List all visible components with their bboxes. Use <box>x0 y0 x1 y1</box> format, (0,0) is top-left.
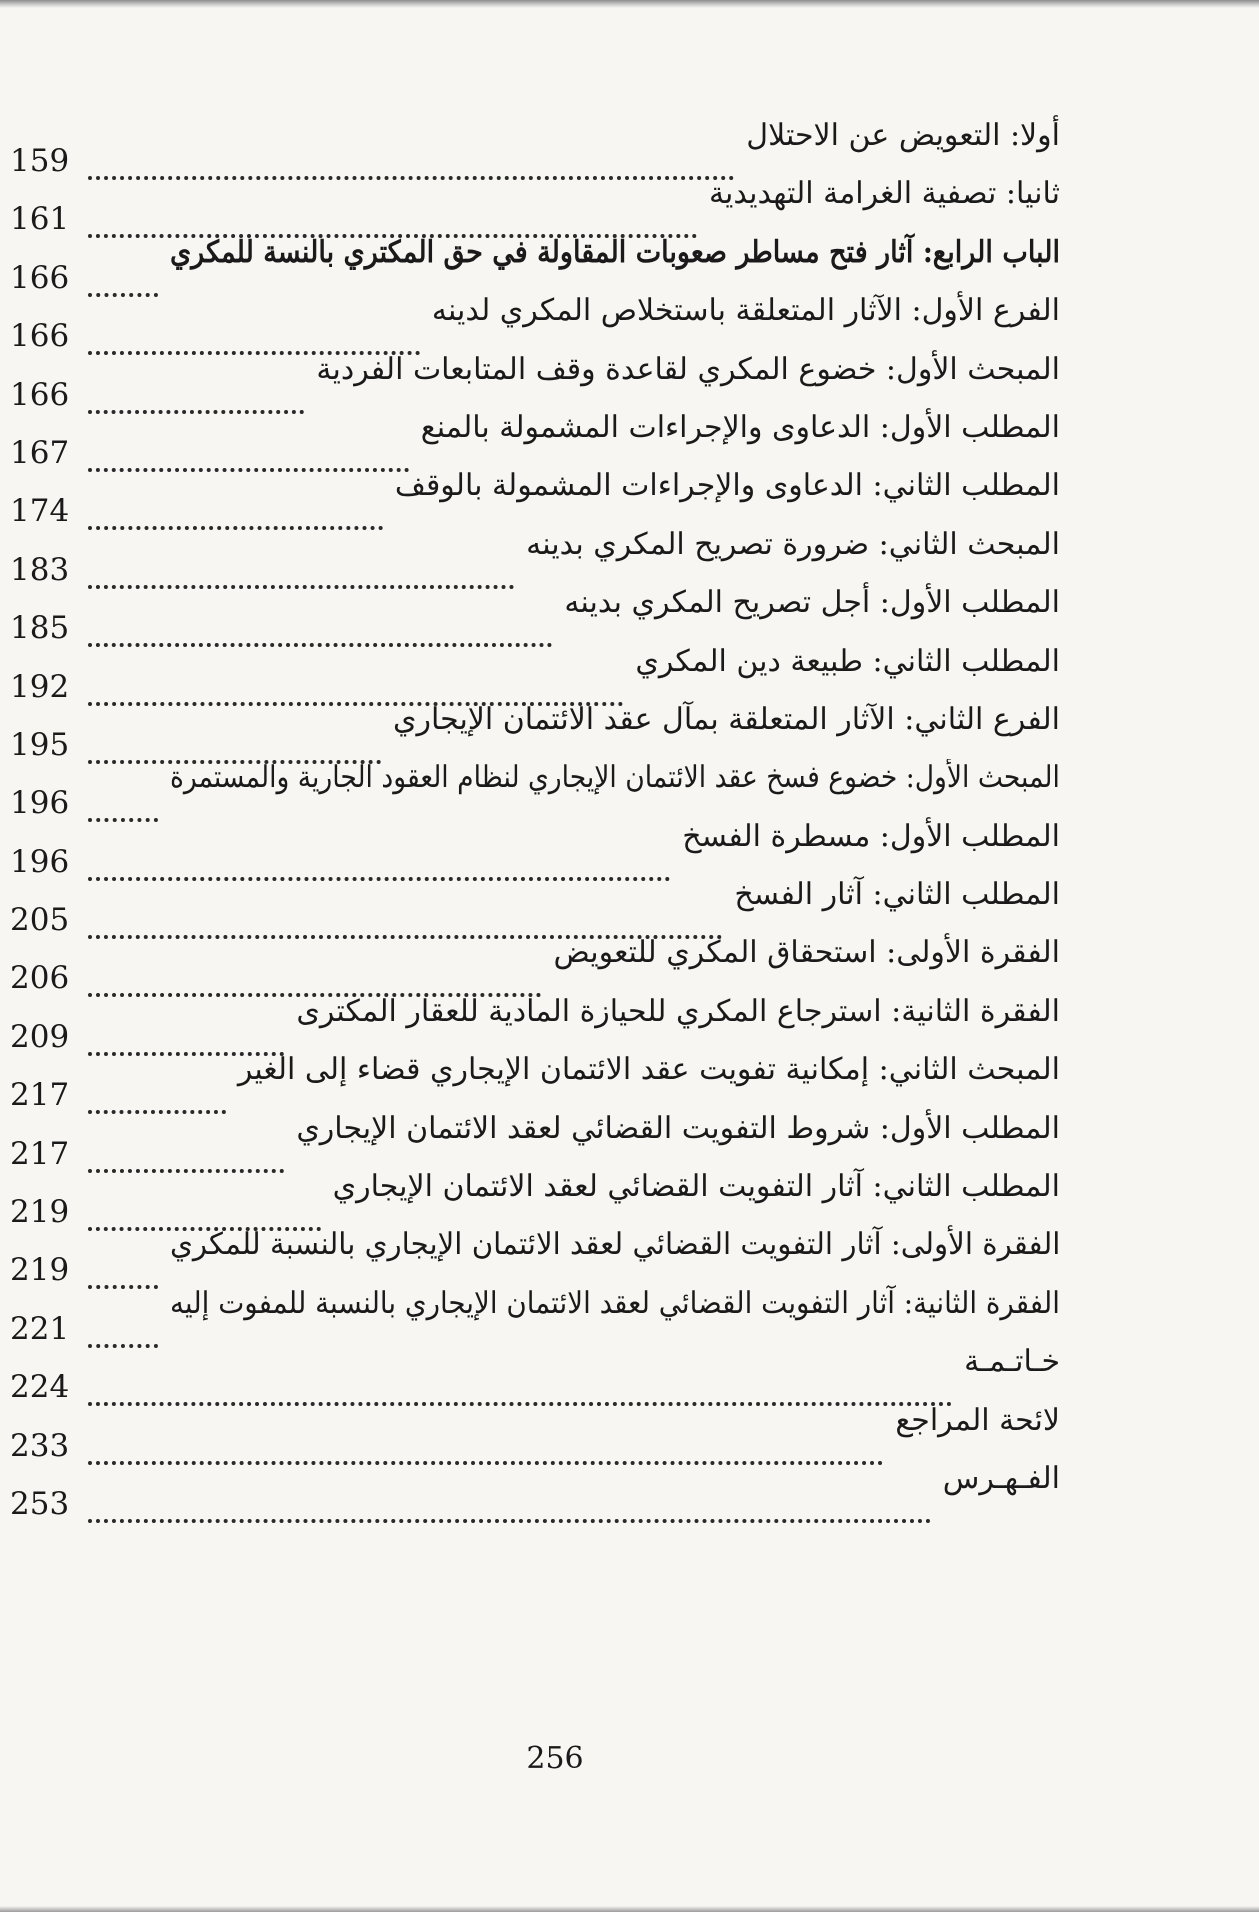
toc-entry-page: 224 <box>10 1369 70 1406</box>
toc-entry-title: المبحث الثاني: إمكانية تفويت عقد الائتمان الإيجاري قضاء إلى الغير <box>237 1052 1060 1088</box>
toc-entry <box>10 351 1060 413</box>
toc-entry-page: 161 <box>10 201 70 238</box>
toc-entry <box>10 234 1060 296</box>
toc-entry-title: ثانيا: تصفية الغرامة التهديدية <box>708 176 1060 212</box>
toc-entry <box>10 1169 1060 1231</box>
toc-entry <box>10 1402 1060 1464</box>
table-of-contents <box>10 118 1060 1522</box>
toc-entry-page: 196 <box>10 843 70 880</box>
toc-entry-title: الفـهـرس <box>942 1460 1060 1496</box>
toc-entry-title: الباب الرابع: آثار فتح مساطر صعوبات المقاولة في حق المكتري بالنسة للمكري <box>170 234 1060 270</box>
toc-entry-title: المطلب الثاني: طبيعة دين المكري <box>635 643 1060 679</box>
toc-entry <box>10 468 1060 530</box>
toc-entry <box>10 701 1060 763</box>
toc-entry-title: الفقرة الأولى: آثار التفويت القضائي لعقد الائتمان الإيجاري بالنسبة للمكري <box>169 1227 1060 1263</box>
toc-dot-leader <box>88 1499 931 1523</box>
toc-entry-title: المبحث الأول: خضوع فسخ عقد الائتمان الإيجاري لنظام العقود الجارية والمستمرة <box>170 760 1060 796</box>
toc-entry-page: 192 <box>10 668 70 705</box>
toc-entry-title: الفقرة الثانية: آثار التفويت القضائي لعقد الائتمان الإيجاري بالنسبة للمفوت إليه <box>170 1285 1060 1321</box>
toc-entry <box>10 409 1060 471</box>
toc-entry-page: 206 <box>10 960 70 997</box>
toc-entry-page: 196 <box>10 785 70 822</box>
toc-entry-page: 183 <box>10 551 70 588</box>
toc-entry-page: 209 <box>10 1018 70 1055</box>
toc-entry-page: 253 <box>10 1485 70 1522</box>
toc-entry <box>10 760 1060 822</box>
toc-entry <box>10 993 1060 1055</box>
toc-entry <box>10 585 1060 647</box>
page-top-edge <box>0 0 1259 8</box>
toc-entry-title: أولا: التعويض عن الاحتلال <box>746 118 1060 153</box>
toc-entry-title: المطلب الثاني: آثار الفسخ <box>734 877 1060 913</box>
toc-entry <box>10 293 1060 355</box>
toc-entry-page: 205 <box>10 902 70 939</box>
toc-entry-page: 233 <box>10 1427 70 1464</box>
toc-entry-page: 217 <box>10 1077 70 1114</box>
toc-entry <box>10 1344 1060 1406</box>
toc-entry-page: 221 <box>10 1310 70 1347</box>
toc-entry-title: المبحث الثاني: ضرورة تصريح المكري بدينه <box>526 526 1060 562</box>
toc-entry-page: 219 <box>10 1194 70 1231</box>
toc-entry <box>10 526 1060 588</box>
toc-entry-title: المطلب الأول: شروط التفويت القضائي لعقد الائتمان الإيجاري <box>296 1110 1060 1146</box>
toc-entry-page: 219 <box>10 1252 70 1289</box>
toc-entry <box>10 1052 1060 1114</box>
toc-entry-page: 167 <box>10 434 70 471</box>
toc-entry <box>10 935 1060 997</box>
toc-entry-page: 217 <box>10 1135 70 1172</box>
toc-entry-page: 166 <box>10 259 70 296</box>
toc-entry-title: خـاتـمـة <box>964 1344 1060 1380</box>
toc-entry <box>10 1460 1060 1522</box>
toc-entry-title: المبحث الأول: خضوع المكري لقاعدة وقف المتابعات الفردية <box>316 351 1060 387</box>
toc-entry-title: المطلب الأول: أجل تصريح المكري بدينه <box>564 585 1060 621</box>
toc-entry-page: 166 <box>10 318 70 355</box>
toc-entry-title: الفقرة الثانية: استرجاع المكري للحيازة المادية للعقار المكترى <box>296 993 1060 1029</box>
toc-entry <box>10 1110 1060 1172</box>
toc-entry <box>10 1285 1060 1347</box>
page-bottom-edge <box>0 1906 1259 1912</box>
page-number: 256 <box>526 1741 584 1776</box>
toc-entry-page: 185 <box>10 610 70 647</box>
toc-entry-title: الفرع الثاني: الآثار المتعلقة بمآل عقد الائتمان الإيجاري <box>392 701 1060 737</box>
toc-entry-title: الفقرة الأولى: استحقاق المكري للتعويض <box>553 935 1060 971</box>
toc-entry-title: لائحة المراجع <box>895 1402 1060 1438</box>
toc-entry-title: المطلب الأول: مسطرة الفسخ <box>682 818 1060 854</box>
toc-entry-page: 159 <box>10 143 70 179</box>
toc-entry-title: المطلب الثاني: آثار التفويت القضائي لعقد الائتمان الإيجاري <box>332 1169 1060 1205</box>
toc-entry-title: الفرع الأول: الآثار المتعلقة باستخلاص المكري لدينه <box>431 293 1060 329</box>
toc-entry <box>10 1227 1060 1289</box>
toc-entry-title: المطلب الأول: الدعاوى والإجراءات المشمولة بالمنع <box>420 409 1060 445</box>
toc-entry <box>10 877 1060 939</box>
toc-entry-page: 174 <box>10 493 70 530</box>
toc-entry <box>10 643 1060 705</box>
toc-entry <box>10 818 1060 880</box>
toc-entry <box>10 176 1060 238</box>
toc-entry <box>10 118 1060 179</box>
toc-entry-title: المطلب الثاني: الدعاوى والإجراءات المشمولة بالوقف <box>394 468 1060 504</box>
toc-entry-page: 166 <box>10 376 70 413</box>
toc-entry-page: 195 <box>10 726 70 763</box>
